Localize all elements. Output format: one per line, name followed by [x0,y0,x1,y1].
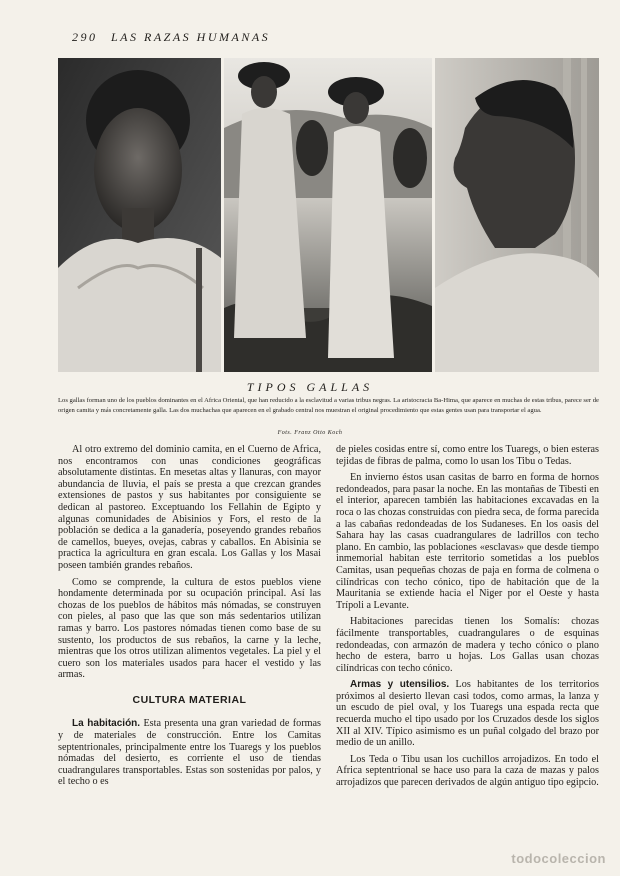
running-head [72,30,270,45]
paragraph: Los Teda o Tibu usan los cuchillos arrojadizos. En todo el Africa septentrional se hace uso para la caza de mazas y palos arrojadizos que parecen derivados de algún antiguo tipo egipcio. [336,753,599,789]
paragraph [58,718,321,788]
left-column [58,444,321,793]
paragraph [336,679,599,749]
paragraph-lead: Armas y utensilios. [350,679,450,691]
paragraph-body: Esta presenta una gran variedad de formas y de materiales de construcción. Entre los Camitas septentrionales, principalmente entre los Tuaregs y los pueblos nómadas del desierto, es corriente el uso de tiendas cuadrangulares transportables. Estas son sostenidas por palos, y el techo o es [58,718,322,788]
paragraph: Al otro extremo del dominio camita, en el Cuerno de Africa, nos encontramos con unas condiciones geográficas absolutamente distintas. En mesetas altas y llanuras, con mayor abundancia de lluvia, el país se presta a que crezcan grandes extensiones de pastos y sus habitantes por consiguiente se dedican al pastoreo. Exceptuando los Fellahin de Egipto y algunas comunidades de Abisinios y Fors, el resto de la población se dedica a la ganadería, poseyendo grandes rebaños de camellos, bueyes, ovejas, cabras y caballos. En Abisinia se practica la agricultura en gran escala. Los Gallas y los Masai poseen también grandes rebaños. [58,444,321,571]
book-title: LAS RAZAS HUMANAS [111,30,271,44]
section-heading: CULTURA MATERIAL [132,693,247,706]
photo-credit: Fots. Franz Otto Koch [277,430,343,436]
paragraph: Como se comprende, la cultura de estos pueblos viene hondamente determinada por su ocupación principal. Así las chozas de los pueblos de hábitos más nómadas, se construyen con pieles, al paso que las que son más sedentarios utilizan ramas y barro. Los pastores nómadas tienen como base de su sustento, los productos de sus rebaños, la carne y la leche, mientras que los otros utilizan alimentos vegetales. La piel y el cuero son los materiales usados para hacer el vestido y las armas. [58,576,321,681]
paragraph: de pieles cosidas entre sí, como entre los Tuaregs, o bien esteras tejidas de fibras de palma, como lo usan los Tibu o Tedas. [336,444,599,467]
watermark: todocoleccion [511,851,606,866]
photo-center-women-with-jars [224,58,432,372]
paragraph: En invierno éstos usan casitas de barro en forma de hornos redondeados, para pasar la noche. En las montañas de Tibesti en el interior, aparecen también las habitaciones excavadas en la roca o las chozas construidas con piedra seca, de forma parecida a las cabañas redondeadas de los Sudaneses. En los oasis del Sahara hay las casas cuadrangulares de ladrillos con techo plano. En cambio, las poblaciones «esclavas» que desde tiempo inmemorial habitan este territorio sometidas a los pueblos Camitas, usan pequeñas chozas de paja en forma de colmena o cilíndricas con techo cónico, tipo de habitación que de la Mauritania se extiende hacia el Niger por el Oeste y hasta Trípoli a Levante. [336,472,599,611]
paragraph-body: Los habitantes de los territorios próximos al desierto llevan casi todos, como armas, la lanza y un escudo de piel oval, y los Tuaregs una espada recta que recuerda mucho el tipo usado por los Cruzados desde los siglos XII al XIV. Típico asimismo es un puñal colgado del brazo por medio de un anillo. [336,679,599,749]
paragraph-lead: La habitación. [72,718,141,730]
right-column [336,444,599,794]
caption-text: Los gallas forman uno de los pueblos dominantes en el Africa Oriental, que han reducido a la esclavitud a varias tribus negras. La aristocracia Ba-Hima, que aparece en muchas de estas tribus, parece ser de origen camita y más concretamente galla. Las dos muchachas que aparecen en el grabado central nos muestran el original procedimiento que estas gentes usan para transportar el agua. [58,397,599,415]
photo-left-portrait [58,58,221,372]
paragraph: Habitaciones parecidas tienen los Somalís: chozas fácilmente transportables, cuadrangulares o de esquinas redondeadas, con armazón de madera y techo cónico o plano hecho de estera, barro u hojas. Los Gallas usan chozas cilíndricas con techo cónico. [336,616,599,674]
caption-title: TIPOS GALLAS [246,380,374,394]
page-number: 290 [72,30,98,44]
photo-right-profile [435,58,599,372]
